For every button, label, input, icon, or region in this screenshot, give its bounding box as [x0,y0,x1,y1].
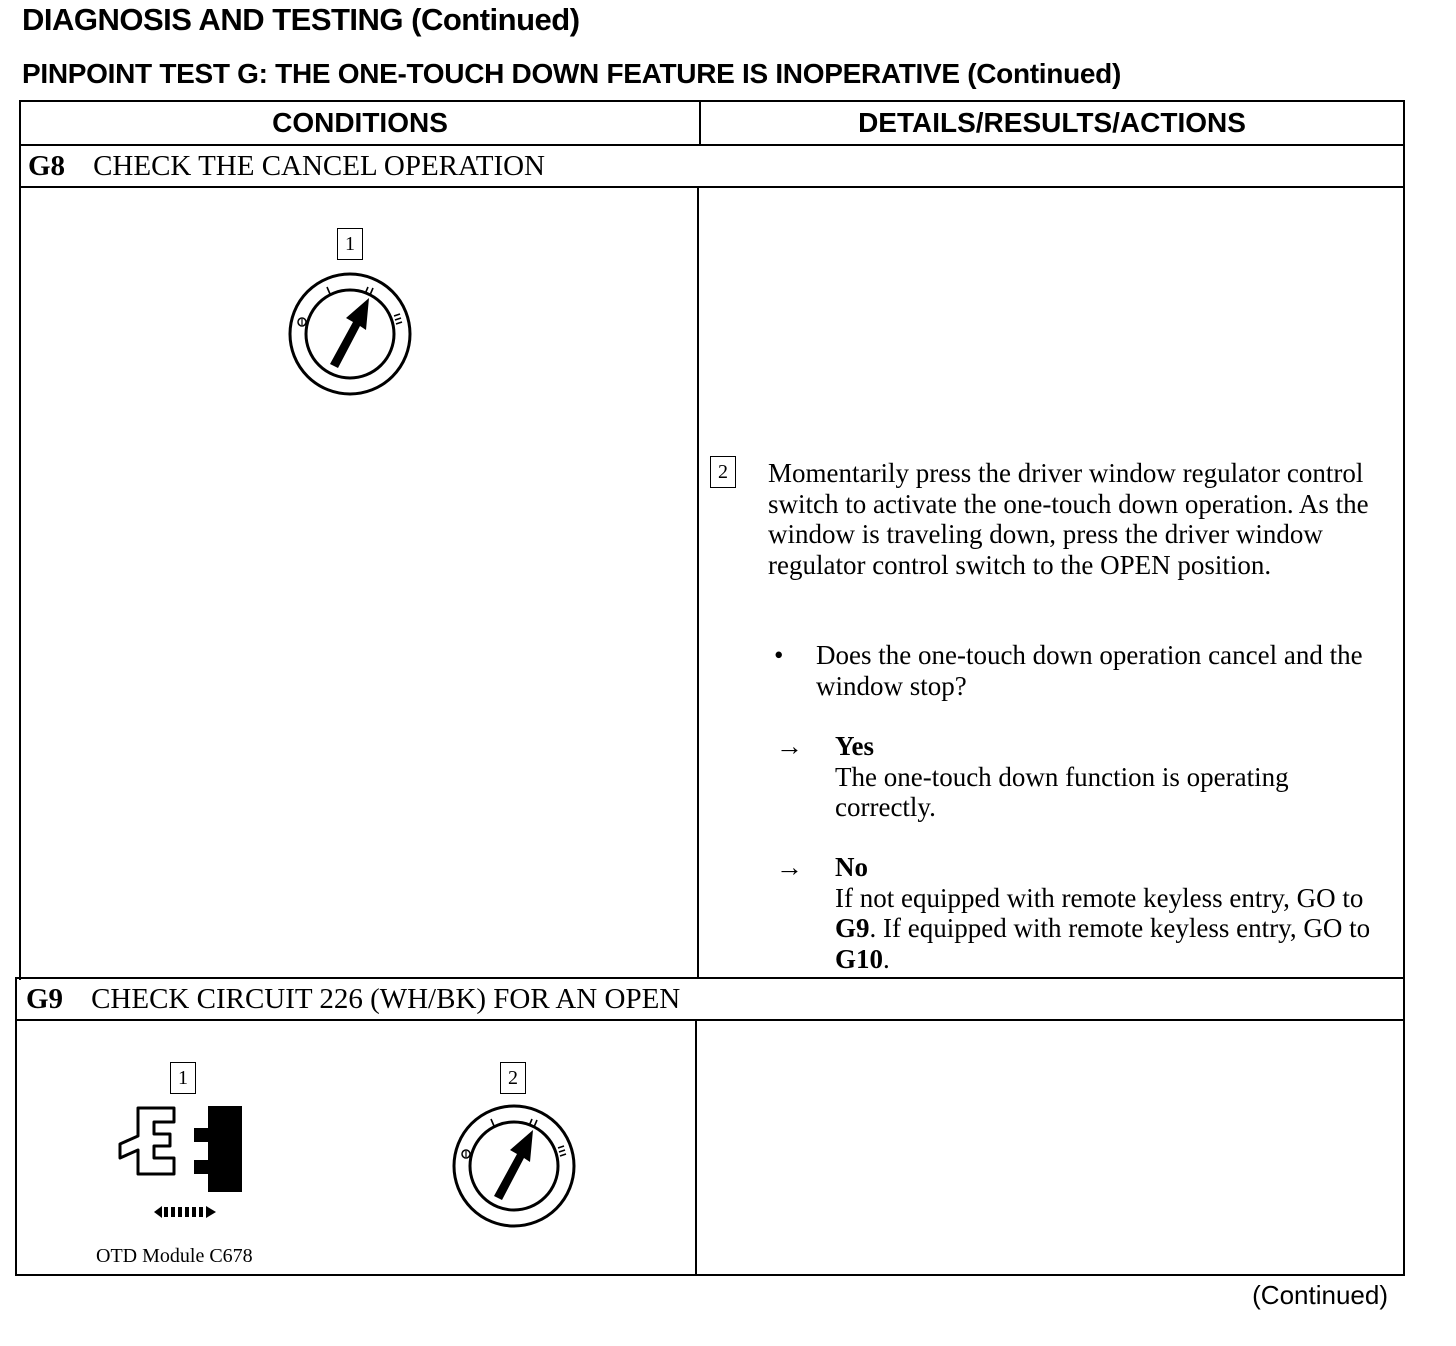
step-g8-header [28,146,545,186]
connector-disconnect-icon [116,1100,246,1230]
ignition-switch-icon [450,1102,578,1230]
g8-instruction: Momentarily press the driver window regulator control switch to activate the one-touch down operation. As the window is traveling down, press the driver window regulator control switch to the OPEN position. [768,458,1369,580]
callout-2: 2 [710,456,736,488]
no-text-part3: . [883,943,890,974]
yes-arrow: → [776,731,803,761]
goto-g10-ref: G10 [835,943,884,974]
step-g9-title: CHECK CIRCUIT 226 (WH/BK) FOR AN OPEN [91,982,681,1015]
test-subtitle: PINPOINT TEST G: THE ONE-TOUCH DOWN FEATURE IS INOPERATIVE (Continued) [22,58,1121,89]
g8-question: Does the one-touch down operation cancel and the window stop? [816,640,1363,701]
yes-label: Yes [835,731,874,761]
continued-note: (Continued) [1252,1280,1388,1310]
connector-label: OTD Module C678 [96,1245,253,1267]
goto-g9-ref: G9 [835,913,870,943]
callout-1: 1 [170,1062,196,1094]
no-result [835,852,1375,974]
step-g8-title: CHECK THE CANCEL OPERATION [93,149,545,182]
yes-text: The one-touch down function is operating correctly. [835,761,1289,822]
column-header-conditions: CONDITIONS [272,107,448,138]
question-bullet: • [774,640,784,670]
step-g8-id: G8 [28,149,66,182]
ignition-switch-icon [286,270,414,398]
column-header-details: DETAILS/RESULTS/ACTIONS [858,107,1246,138]
no-arrow: → [776,852,803,882]
no-text-part1: If not equipped with remote keyless entry, GO to [835,882,1364,913]
no-label: No [835,852,868,882]
step-g9-header [26,979,680,1019]
step-g9-id: G9 [26,982,64,1015]
page-title: DIAGNOSIS AND TESTING (Continued) [22,2,580,37]
no-text [835,883,1375,975]
callout-1: 1 [337,228,363,260]
callout-2: 2 [500,1062,526,1094]
no-text-part2: . If equipped with remote keyless entry, GO to [869,913,1371,943]
yes-result [835,731,1385,823]
